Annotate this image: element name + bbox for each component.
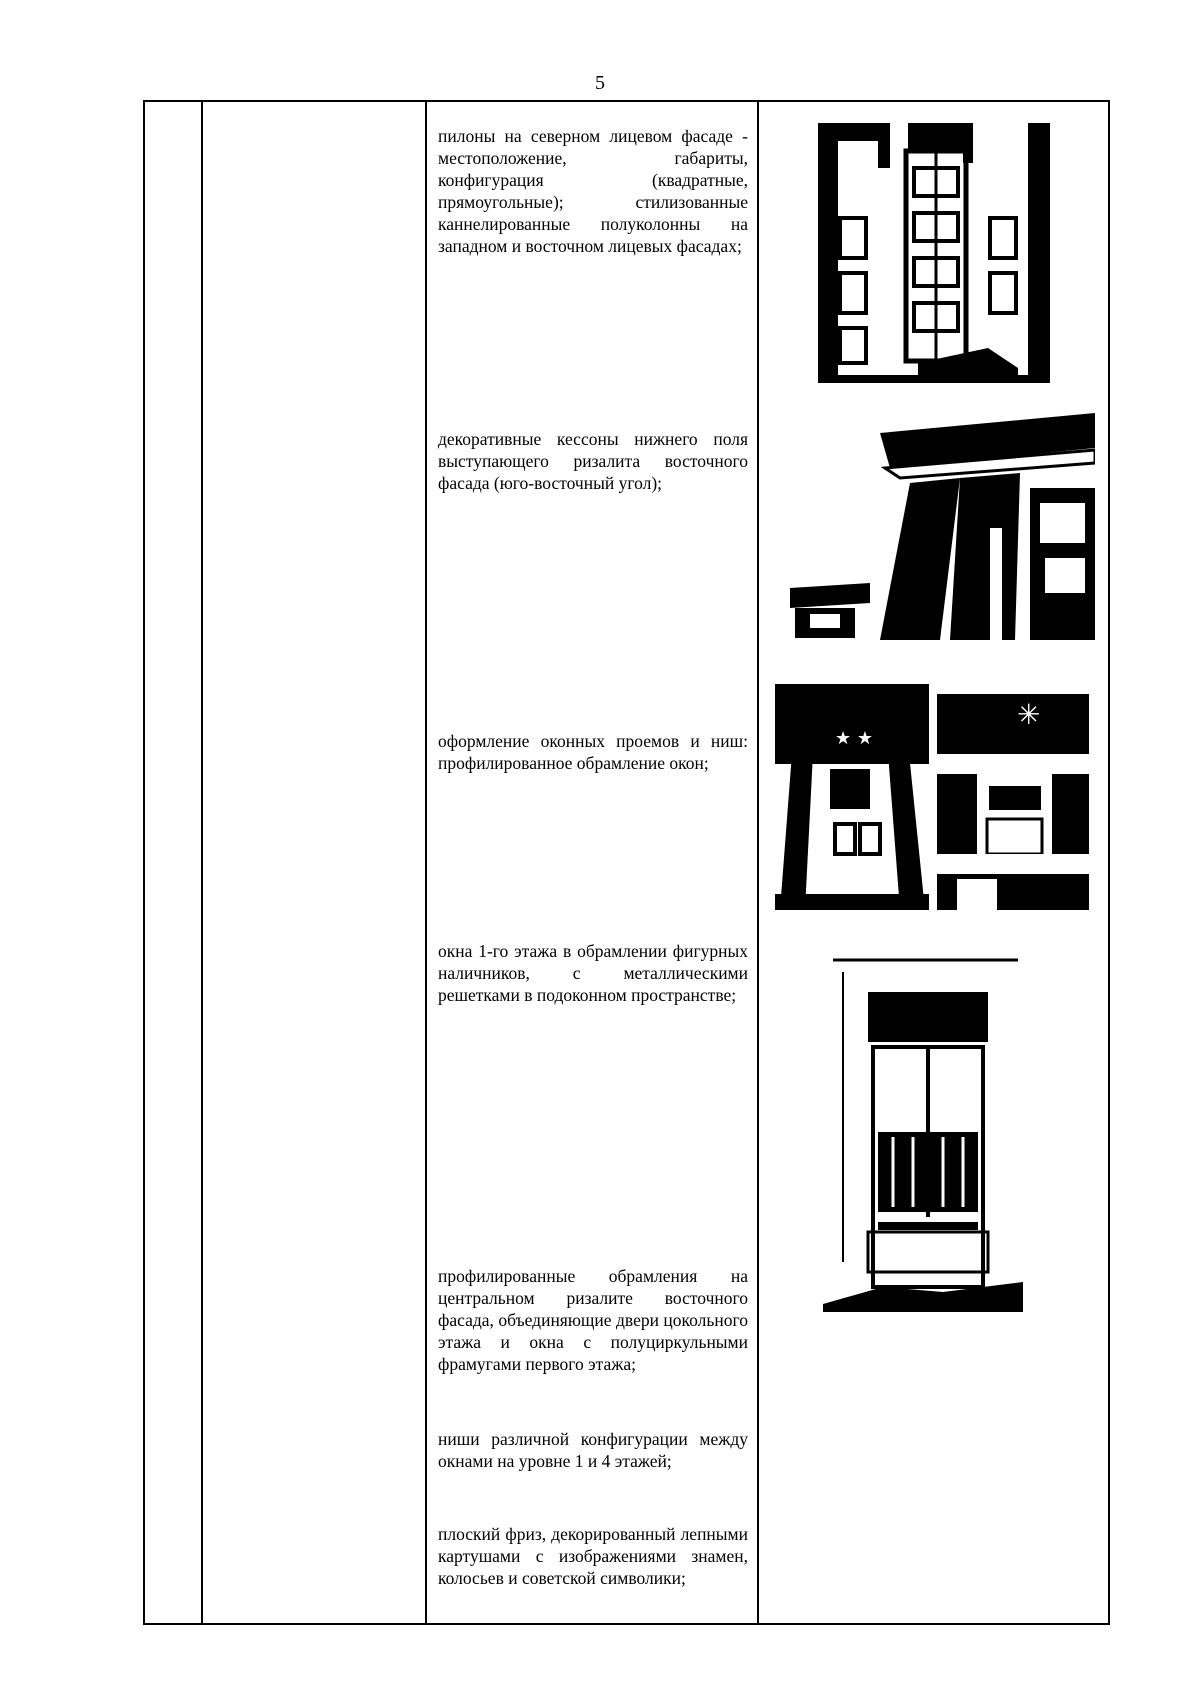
column-divider-3 — [757, 100, 759, 1625]
feature-text-niches: ниши различной конфигурации между окнами на уровне 1 и 4 этажей; — [438, 1429, 748, 1471]
page-number: 5 — [595, 72, 605, 94]
column-divider-2 — [425, 100, 427, 1625]
feature-text-first-floor-windows: окна 1-го этажа в обрамлении фигурных наличников, с металлическими решетками в подоконном пространстве; — [438, 941, 748, 1005]
feature-text-window-openings: оформление оконных проемов и ниш: профилированное обрамление окон; — [438, 731, 748, 773]
feature-text-central-risalit: профилированные обрамления на центральном ризалите восточного фасада, объединяющие двери цокольного этажа и окна с полуциркульными фрамугами первого этажа; — [438, 1266, 748, 1374]
feature-text-coffers: декоративные кессоны нижнего поля выступающего ризалита восточного фасада (юго-восточный угол); — [438, 429, 748, 493]
photo-window-framing-detail — [937, 694, 1089, 910]
svg-text:✳: ✳ — [1017, 698, 1041, 731]
photo-north-facade-pylons — [818, 123, 1050, 383]
photo-first-floor-window — [823, 932, 1023, 1312]
column-divider-1 — [201, 100, 203, 1625]
feature-text-frieze: плоский фриз, декорированный лепными картушами с изображениями знамен, колосьев и советской символики; — [438, 1524, 748, 1588]
photo-decorative-coffers — [790, 408, 1095, 640]
feature-text-pylons: пилоны на северном лицевом фасаде - местоположение, габариты, конфигурация (квадратные, прямоугольные); стилизованные каннелированные полуколонны на западном и восточном лицевых фасадах; — [438, 126, 748, 256]
svg-text:★ ★: ★ ★ — [835, 728, 873, 749]
photo-window-framing-facade — [775, 684, 929, 910]
